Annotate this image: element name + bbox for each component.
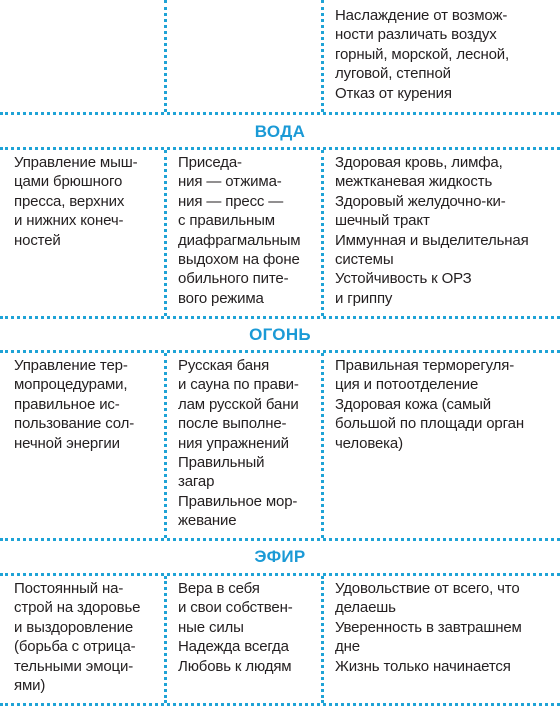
column-divider <box>321 353 324 538</box>
cell-text-line: Приседа- <box>178 154 242 171</box>
row-divider <box>0 703 560 706</box>
table-cell <box>0 147 165 316</box>
table-cell <box>0 350 165 538</box>
cell-text-line: Удовольствие от всего, что <box>335 580 520 597</box>
cell-text-line: Жизнь только начинается <box>335 657 511 675</box>
row-divider <box>0 538 560 541</box>
cell-text-line: Устойчивость к ОРЗ <box>335 270 472 288</box>
table-cell <box>165 0 322 112</box>
cell-text-line: ностей <box>14 231 61 249</box>
table-row <box>0 147 560 316</box>
cell-text-line: нечной энергии <box>14 434 120 452</box>
column-divider <box>321 150 324 316</box>
cell-text-line: человека) <box>335 434 403 452</box>
cell-text-line: шечный тракт <box>335 212 430 230</box>
cell-text-line: Наслаждение от возмож- <box>335 7 508 24</box>
section-header-fire: ОГОНЬ <box>249 325 311 344</box>
cell-text-line: Управление мыш- <box>14 154 138 171</box>
row-divider <box>0 316 560 319</box>
cell-text-line: диафрагмальным <box>178 231 301 249</box>
table-row <box>0 350 560 538</box>
cell-text-line: дне <box>335 638 360 656</box>
table-row <box>0 573 560 703</box>
table-row <box>0 0 560 112</box>
cell-text-line: пресса, верхних <box>14 192 125 210</box>
cell-text-line: правильное ис- <box>14 395 120 413</box>
table-cell <box>0 573 165 703</box>
cell-text-line: и нижних конеч- <box>14 212 124 230</box>
cell-text-line: лам русской бани <box>178 395 299 413</box>
cell-text-line: Отказ от курения <box>335 84 452 102</box>
cell-text-line: Русская баня <box>178 357 270 374</box>
column-divider <box>164 150 167 316</box>
cell-text-line: горный, морской, лесной, <box>335 45 510 63</box>
cell-text-line: с правильным <box>178 212 275 230</box>
cell-text-line: луговой, степной <box>335 65 451 83</box>
cell-text-line: цами брюшного <box>14 173 123 191</box>
cell-text-line: ния — пресс — <box>178 192 284 210</box>
column-divider <box>164 0 167 112</box>
column-divider <box>321 0 324 112</box>
table-cell <box>165 573 322 703</box>
cell-text-line: (борьба с отрица- <box>14 638 136 656</box>
cell-text-line: Правильный <box>178 454 265 472</box>
cell-text-line: межтканевая жидкость <box>335 173 493 191</box>
cell-text-line: ями) <box>14 677 46 695</box>
cell-text-line: и гриппу <box>335 289 393 307</box>
cell-text-line: Правильное мор- <box>178 492 298 510</box>
cell-text-line: загар <box>178 473 215 491</box>
table-cell <box>165 350 322 538</box>
cell-text-line: делаешь <box>335 599 396 617</box>
column-divider <box>164 353 167 538</box>
table-cell <box>322 350 560 538</box>
cell-text-line: Надежда всегда <box>178 638 289 656</box>
cell-text-line: ные силы <box>178 618 244 636</box>
section-header-ether: ЭФИР <box>254 547 306 566</box>
cell-text-line: ния упражнений <box>178 434 289 452</box>
cell-text-line: системы <box>335 251 394 269</box>
cell-text-line: жевание <box>178 512 237 530</box>
cell-text-line: ния — отжима- <box>178 173 282 191</box>
cell-text-line: тельными эмоци- <box>14 657 134 675</box>
cell-text-line: большой по площади орган <box>335 415 524 433</box>
table-cell <box>0 0 165 112</box>
cell-text-line: вого режима <box>178 289 264 307</box>
cell-text-line: мопроцедурами, <box>14 376 128 394</box>
cell-text-line: Постоянный на- <box>14 580 124 597</box>
cell-text-line: Любовь к людям <box>178 657 292 675</box>
cell-text-line: выдохом на фоне <box>178 251 300 269</box>
cell-text-line: и выздоровление <box>14 618 134 636</box>
table-cell <box>322 0 560 112</box>
cell-text-line: и свои собствен- <box>178 599 293 617</box>
cell-text-line: Вера в себя <box>178 580 260 597</box>
cell-text-line: Управление тер- <box>14 357 128 374</box>
cell-text-line: пользование сол- <box>14 415 135 433</box>
table-cell <box>322 573 560 703</box>
cell-text-line: ция и потоотделение <box>335 376 479 394</box>
cell-text-line: Здоровый желудочно-ки- <box>335 192 506 210</box>
section-header-water: ВОДА <box>254 122 306 141</box>
cell-text-line: Уверенность в завтрашнем <box>335 618 522 636</box>
cell-text-line: Здоровая кровь, лимфа, <box>335 154 503 171</box>
cell-text-line: Правильная терморегуля- <box>335 357 515 374</box>
column-divider <box>321 576 324 703</box>
cell-text-line: обильного пите- <box>178 270 289 288</box>
column-divider <box>164 576 167 703</box>
cell-text-line: и сауна по прави- <box>178 376 299 394</box>
cell-text-line: Здоровая кожа (самый <box>335 395 492 413</box>
table-cell <box>322 147 560 316</box>
cell-text-line: строй на здоровье <box>14 599 141 617</box>
table-cell <box>165 147 322 316</box>
cell-text-line: после выполне- <box>178 415 287 433</box>
cell-text-line: ности различать воздух <box>335 26 497 44</box>
row-divider <box>0 112 560 115</box>
cell-text-line: Иммунная и выделительная <box>335 231 529 249</box>
